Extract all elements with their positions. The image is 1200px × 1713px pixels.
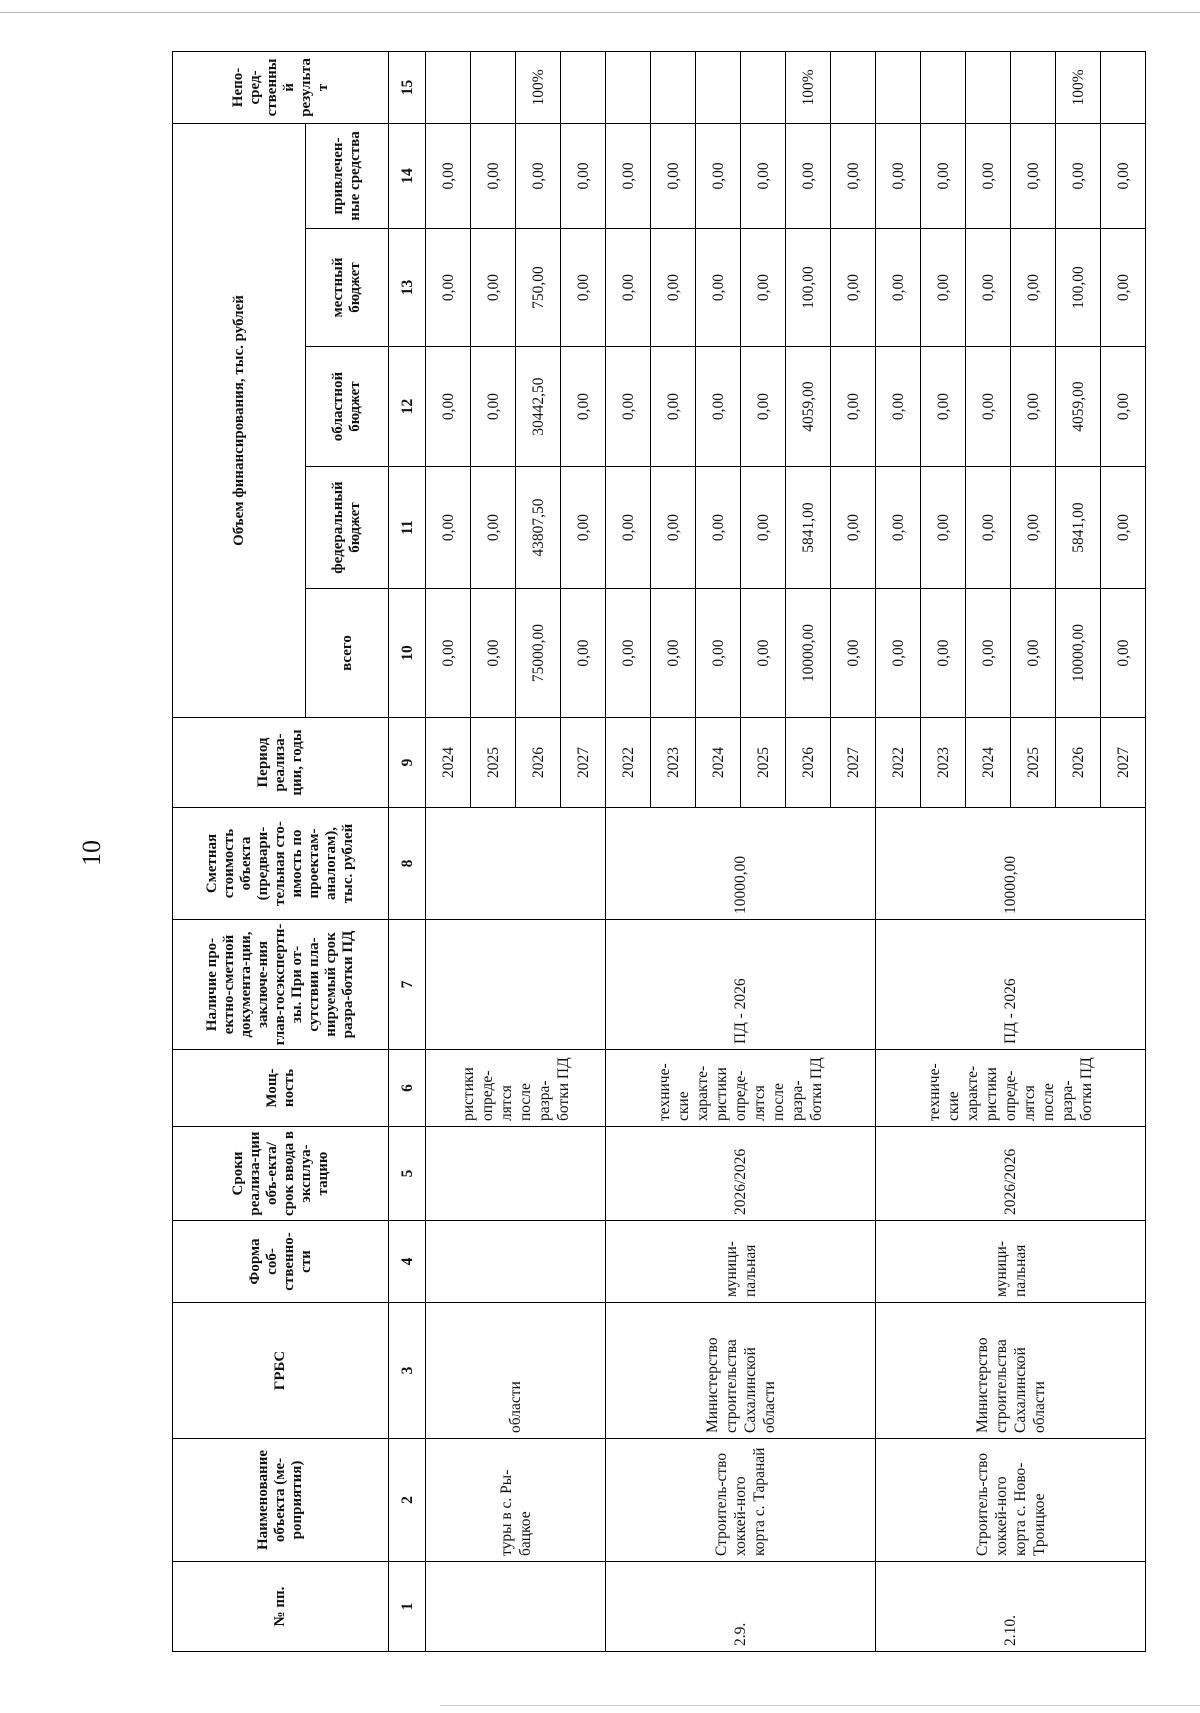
header-num: № пп. xyxy=(173,1562,389,1652)
regional-cell: 0,00 xyxy=(966,347,1011,467)
result-cell xyxy=(921,51,966,123)
object-name: туры в с. Ры-бацкое xyxy=(426,1439,606,1562)
ownership-cell: муници-пальная xyxy=(606,1221,876,1303)
regional-cell: 0,00 xyxy=(606,347,651,467)
terms-cell xyxy=(426,1127,606,1221)
attracted-cell: 0,00 xyxy=(471,123,516,228)
column-number: 9 xyxy=(389,718,426,808)
object-name: Строитель-ство хоккей-ного корта с. Таранай xyxy=(606,1439,876,1562)
header-row xyxy=(173,51,306,1651)
federal-cell: 0,00 xyxy=(561,467,606,589)
year-cell: 2023 xyxy=(921,718,966,808)
local-cell: 0,00 xyxy=(651,229,696,347)
year-cell: 2024 xyxy=(426,718,471,808)
header-regional: областной бюджет xyxy=(306,347,389,467)
total-cell: 0,00 xyxy=(1101,589,1146,718)
total-cell: 0,00 xyxy=(426,589,471,718)
capacity-cell: техниче-ские характе-ристики опреде-лятся после разра-ботки ПД xyxy=(606,1050,876,1127)
local-cell: 100,00 xyxy=(1056,229,1101,347)
header-docs: Наличие про-ектно-сметной документа-ции, заключе-ния глав-госэкспертн-зы. При от-сутствии пла-нируемый срок разра-ботки ПД xyxy=(173,920,389,1050)
ownership-cell xyxy=(426,1221,606,1303)
regional-cell: 4059,00 xyxy=(1056,347,1101,467)
year-cell: 2025 xyxy=(741,718,786,808)
federal-cell: 0,00 xyxy=(471,467,516,589)
federal-cell: 0,00 xyxy=(741,467,786,589)
regional-cell: 0,00 xyxy=(426,347,471,467)
grbs-cell: области xyxy=(426,1303,606,1439)
total-cell: 0,00 xyxy=(1011,589,1056,718)
column-number: 10 xyxy=(389,589,426,718)
federal-cell: 0,00 xyxy=(696,467,741,589)
grbs-cell: Министерство строительства Сахалинской области xyxy=(606,1303,876,1439)
docs-cell: ПД - 2026 xyxy=(606,920,876,1050)
header-cost: Сметная стоимость объекта (предвари-тельная сто-имость по проектам-аналогам), тыс. рублей xyxy=(173,808,389,920)
total-cell: 0,00 xyxy=(966,589,1011,718)
federal-cell: 0,00 xyxy=(606,467,651,589)
result-cell xyxy=(876,51,921,123)
year-cell: 2026 xyxy=(516,718,561,808)
year-cell: 2024 xyxy=(696,718,741,808)
result-cell xyxy=(831,51,876,123)
column-number: 7 xyxy=(389,920,426,1050)
federal-cell: 0,00 xyxy=(921,467,966,589)
row-number: 2.9. xyxy=(606,1562,876,1652)
total-cell: 0,00 xyxy=(921,589,966,718)
terms-cell: 2026/2026 xyxy=(876,1127,1146,1221)
federal-cell: 0,00 xyxy=(876,467,921,589)
result-cell xyxy=(606,51,651,123)
total-cell: 10000,00 xyxy=(1056,589,1101,718)
local-cell: 0,00 xyxy=(876,229,921,347)
attracted-cell: 0,00 xyxy=(966,123,1011,228)
column-number: 3 xyxy=(389,1303,426,1439)
row-number xyxy=(426,1562,606,1652)
local-cell: 0,00 xyxy=(561,229,606,347)
attracted-cell: 0,00 xyxy=(1011,123,1056,228)
regional-cell: 0,00 xyxy=(1101,347,1146,467)
column-number: 12 xyxy=(389,347,426,467)
regional-cell: 0,00 xyxy=(741,347,786,467)
result-cell: 100% xyxy=(516,51,561,123)
attracted-cell: 0,00 xyxy=(561,123,606,228)
total-cell: 0,00 xyxy=(651,589,696,718)
result-cell xyxy=(561,51,606,123)
header-total: всего xyxy=(306,589,389,718)
column-number: 11 xyxy=(389,467,426,589)
grbs-cell: Министерство строительства Сахалинской области xyxy=(876,1303,1146,1439)
regional-cell: 0,00 xyxy=(471,347,516,467)
result-cell xyxy=(696,51,741,123)
regional-cell: 4059,00 xyxy=(786,347,831,467)
attracted-cell: 0,00 xyxy=(831,123,876,228)
column-number: 4 xyxy=(389,1221,426,1303)
attracted-cell: 0,00 xyxy=(1056,123,1101,228)
header-result: Непо-сред-ственный результат xyxy=(173,51,389,123)
result-cell xyxy=(741,51,786,123)
column-number: 13 xyxy=(389,229,426,347)
local-cell: 100,00 xyxy=(786,229,831,347)
federal-cell: 43807,50 xyxy=(516,467,561,589)
attracted-cell: 0,00 xyxy=(786,123,831,228)
header-funding-group: Объем финансирования, тыс. рублей xyxy=(173,123,306,717)
year-cell: 2024 xyxy=(966,718,1011,808)
result-cell xyxy=(966,51,1011,123)
federal-cell: 5841,00 xyxy=(786,467,831,589)
total-cell: 0,00 xyxy=(876,589,921,718)
total-cell: 10000,00 xyxy=(786,589,831,718)
terms-cell: 2026/2026 xyxy=(606,1127,876,1221)
header-attracted: привлечен-ные средства xyxy=(306,123,389,228)
table-row xyxy=(426,51,471,1651)
federal-cell: 0,00 xyxy=(426,467,471,589)
header-period: Период реализа-ции, годы xyxy=(173,718,389,808)
column-number: 8 xyxy=(389,808,426,920)
year-cell: 2025 xyxy=(1011,718,1056,808)
total-cell: 0,00 xyxy=(696,589,741,718)
cost-cell: 10000,00 xyxy=(876,808,1146,920)
header-name: Наименование объекта (ме-роприятия) xyxy=(173,1439,389,1562)
result-cell xyxy=(1101,51,1146,123)
header-ownership: Форма соб-ственно-сти xyxy=(173,1221,389,1303)
header-local: местный бюджет xyxy=(306,229,389,347)
total-cell: 0,00 xyxy=(741,589,786,718)
local-cell: 0,00 xyxy=(741,229,786,347)
attracted-cell: 0,00 xyxy=(516,123,561,228)
page-number: 10 xyxy=(77,840,106,866)
federal-cell: 0,00 xyxy=(831,467,876,589)
federal-cell: 0,00 xyxy=(1011,467,1056,589)
result-cell xyxy=(426,51,471,123)
total-cell: 0,00 xyxy=(606,589,651,718)
regional-cell: 0,00 xyxy=(1011,347,1056,467)
regional-cell: 0,00 xyxy=(876,347,921,467)
local-cell: 0,00 xyxy=(696,229,741,347)
header-capacity: Мощ-ность xyxy=(173,1050,389,1127)
local-cell: 0,00 xyxy=(921,229,966,347)
column-number: 15 xyxy=(389,51,426,123)
attracted-cell: 0,00 xyxy=(426,123,471,228)
federal-cell: 5841,00 xyxy=(1056,467,1101,589)
local-cell: 0,00 xyxy=(966,229,1011,347)
regional-cell: 0,00 xyxy=(651,347,696,467)
table-row xyxy=(876,51,921,1651)
year-cell: 2026 xyxy=(1056,718,1101,808)
regional-cell: 30442,50 xyxy=(516,347,561,467)
scan-edge-bottom xyxy=(440,1705,1200,1706)
regional-cell: 0,00 xyxy=(561,347,606,467)
header-grbs: ГРБС xyxy=(173,1303,389,1439)
result-cell xyxy=(651,51,696,123)
attracted-cell: 0,00 xyxy=(651,123,696,228)
column-number: 1 xyxy=(389,1562,426,1652)
cost-cell xyxy=(426,808,606,920)
total-cell: 0,00 xyxy=(471,589,516,718)
local-cell: 0,00 xyxy=(606,229,651,347)
local-cell: 0,00 xyxy=(426,229,471,347)
local-cell: 750,00 xyxy=(516,229,561,347)
result-cell: 100% xyxy=(1056,51,1101,123)
docs-cell xyxy=(426,920,606,1050)
capacity-cell: ристики опреде-лятся после разра-ботки ПД xyxy=(426,1050,606,1127)
year-cell: 2026 xyxy=(786,718,831,808)
federal-cell: 0,00 xyxy=(966,467,1011,589)
column-number-row xyxy=(389,51,426,1651)
result-cell xyxy=(471,51,516,123)
docs-cell: ПД - 2026 xyxy=(876,920,1146,1050)
ownership-cell: муници-пальная xyxy=(876,1221,1146,1303)
local-cell: 0,00 xyxy=(831,229,876,347)
federal-cell: 0,00 xyxy=(651,467,696,589)
header-federal: федеральный бюджет xyxy=(306,467,389,589)
attracted-cell: 0,00 xyxy=(1101,123,1146,228)
capacity-cell: техниче-ские характе-ристики опреде-лятся после разра-ботки ПД xyxy=(876,1050,1146,1127)
scan-edge-top xyxy=(0,12,1200,13)
attracted-cell: 0,00 xyxy=(696,123,741,228)
attracted-cell: 0,00 xyxy=(606,123,651,228)
local-cell: 0,00 xyxy=(471,229,516,347)
rotated-table-container xyxy=(172,52,1200,1652)
column-number: 6 xyxy=(389,1050,426,1127)
local-cell: 0,00 xyxy=(1011,229,1056,347)
header-terms: Сроки реализа-ции объ-екта/срок ввода в эксплуа-тацию xyxy=(173,1127,389,1221)
total-cell: 75000,00 xyxy=(516,589,561,718)
result-cell xyxy=(1011,51,1056,123)
year-cell: 2022 xyxy=(876,718,921,808)
funding-table xyxy=(172,51,1146,1652)
year-cell: 2025 xyxy=(471,718,516,808)
table-body xyxy=(426,51,1146,1651)
regional-cell: 0,00 xyxy=(921,347,966,467)
column-number: 14 xyxy=(389,123,426,228)
attracted-cell: 0,00 xyxy=(921,123,966,228)
cost-cell: 10000,00 xyxy=(606,808,876,920)
local-cell: 0,00 xyxy=(1101,229,1146,347)
federal-cell: 0,00 xyxy=(1101,467,1146,589)
regional-cell: 0,00 xyxy=(831,347,876,467)
column-number: 5 xyxy=(389,1127,426,1221)
year-cell: 2027 xyxy=(561,718,606,808)
total-cell: 0,00 xyxy=(831,589,876,718)
year-cell: 2023 xyxy=(651,718,696,808)
total-cell: 0,00 xyxy=(561,589,606,718)
row-number: 2.10. xyxy=(876,1562,1146,1652)
attracted-cell: 0,00 xyxy=(741,123,786,228)
regional-cell: 0,00 xyxy=(696,347,741,467)
year-cell: 2027 xyxy=(1101,718,1146,808)
attracted-cell: 0,00 xyxy=(876,123,921,228)
year-cell: 2022 xyxy=(606,718,651,808)
column-number: 2 xyxy=(389,1439,426,1562)
table-row xyxy=(606,51,651,1651)
result-cell: 100% xyxy=(786,51,831,123)
year-cell: 2027 xyxy=(831,718,876,808)
object-name: Строитель-ство хоккей-ного корта с. Ново-Троицкое xyxy=(876,1439,1146,1562)
